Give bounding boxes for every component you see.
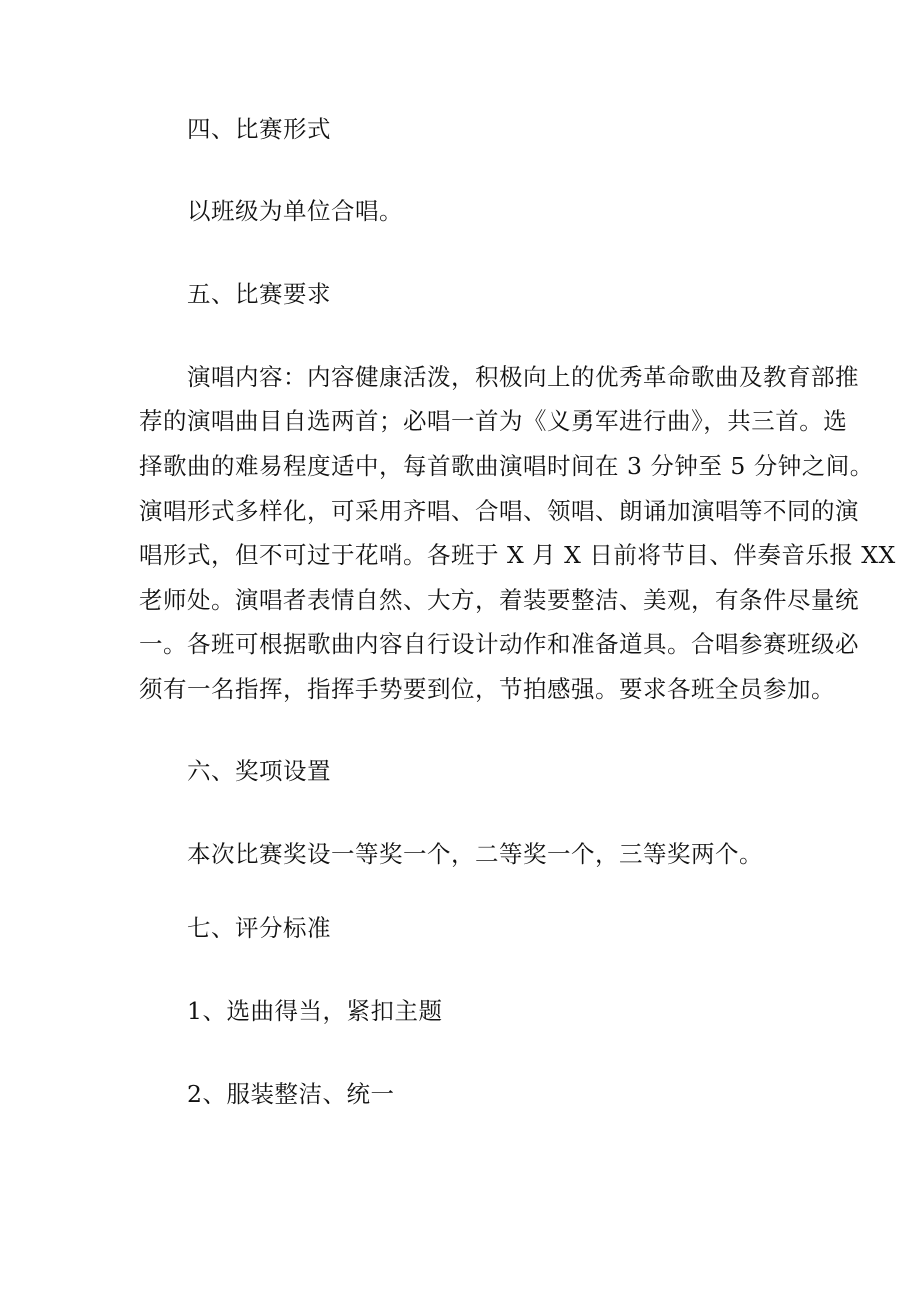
section-5-heading: 五、比赛要求 xyxy=(187,280,331,308)
section-4-heading: 四、比赛形式 xyxy=(187,115,331,143)
section-5-body-line-7 xyxy=(139,630,859,658)
section-7-heading: 七、评分标准 xyxy=(187,914,331,942)
section-5-body-line-3 xyxy=(139,452,874,480)
section-7-item-1: 1、选曲得当，紧扣主题 xyxy=(187,997,443,1025)
section-5-body-line-4 xyxy=(139,497,859,525)
paragraph-line: 老师处。演唱者表情自然、大方，着装要整洁、美观，有条件尽量统 xyxy=(139,586,859,614)
section-6-body: 本次比赛奖设一等奖一个，二等奖一个，三等奖两个。 xyxy=(187,840,763,868)
paragraph-line: 荐的演唱曲目自选两首；必唱一首为《义勇军进行曲》，共三首。选 xyxy=(139,407,848,435)
paragraph-line: 一。各班可根据歌曲内容自行设计动作和准备道具。合唱参赛班级必 xyxy=(139,630,859,658)
section-6-heading: 六、奖项设置 xyxy=(187,757,331,785)
section-7-item-2: 2、服装整洁、统一 xyxy=(187,1080,395,1108)
paragraph-line: 唱形式，但不可过于花哨。各班于 X 月 X 日前将节目、伴奏音乐报 XX xyxy=(139,541,896,569)
section-5-body-line-2 xyxy=(139,407,848,435)
section-5-body-line-1 xyxy=(187,363,859,391)
section-5-body-line-8: 须有一名指挥，指挥手势要到位，节拍感强。要求各班全员参加。 xyxy=(139,675,835,703)
section-5-body-line-5 xyxy=(139,541,896,569)
section-5-body-line-6 xyxy=(139,586,859,614)
paragraph-line: 演唱内容：内容健康活泼，积极向上的优秀革命歌曲及教育部推 xyxy=(187,363,859,391)
section-4-body: 以班级为单位合唱。 xyxy=(187,197,403,225)
paragraph-line: 择歌曲的难易程度适中，每首歌曲演唱时间在 3 分钟至 5 分钟之间。 xyxy=(139,452,874,480)
paragraph-line: 演唱形式多样化，可采用齐唱、合唱、领唱、朗诵加演唱等不同的演 xyxy=(139,497,859,525)
